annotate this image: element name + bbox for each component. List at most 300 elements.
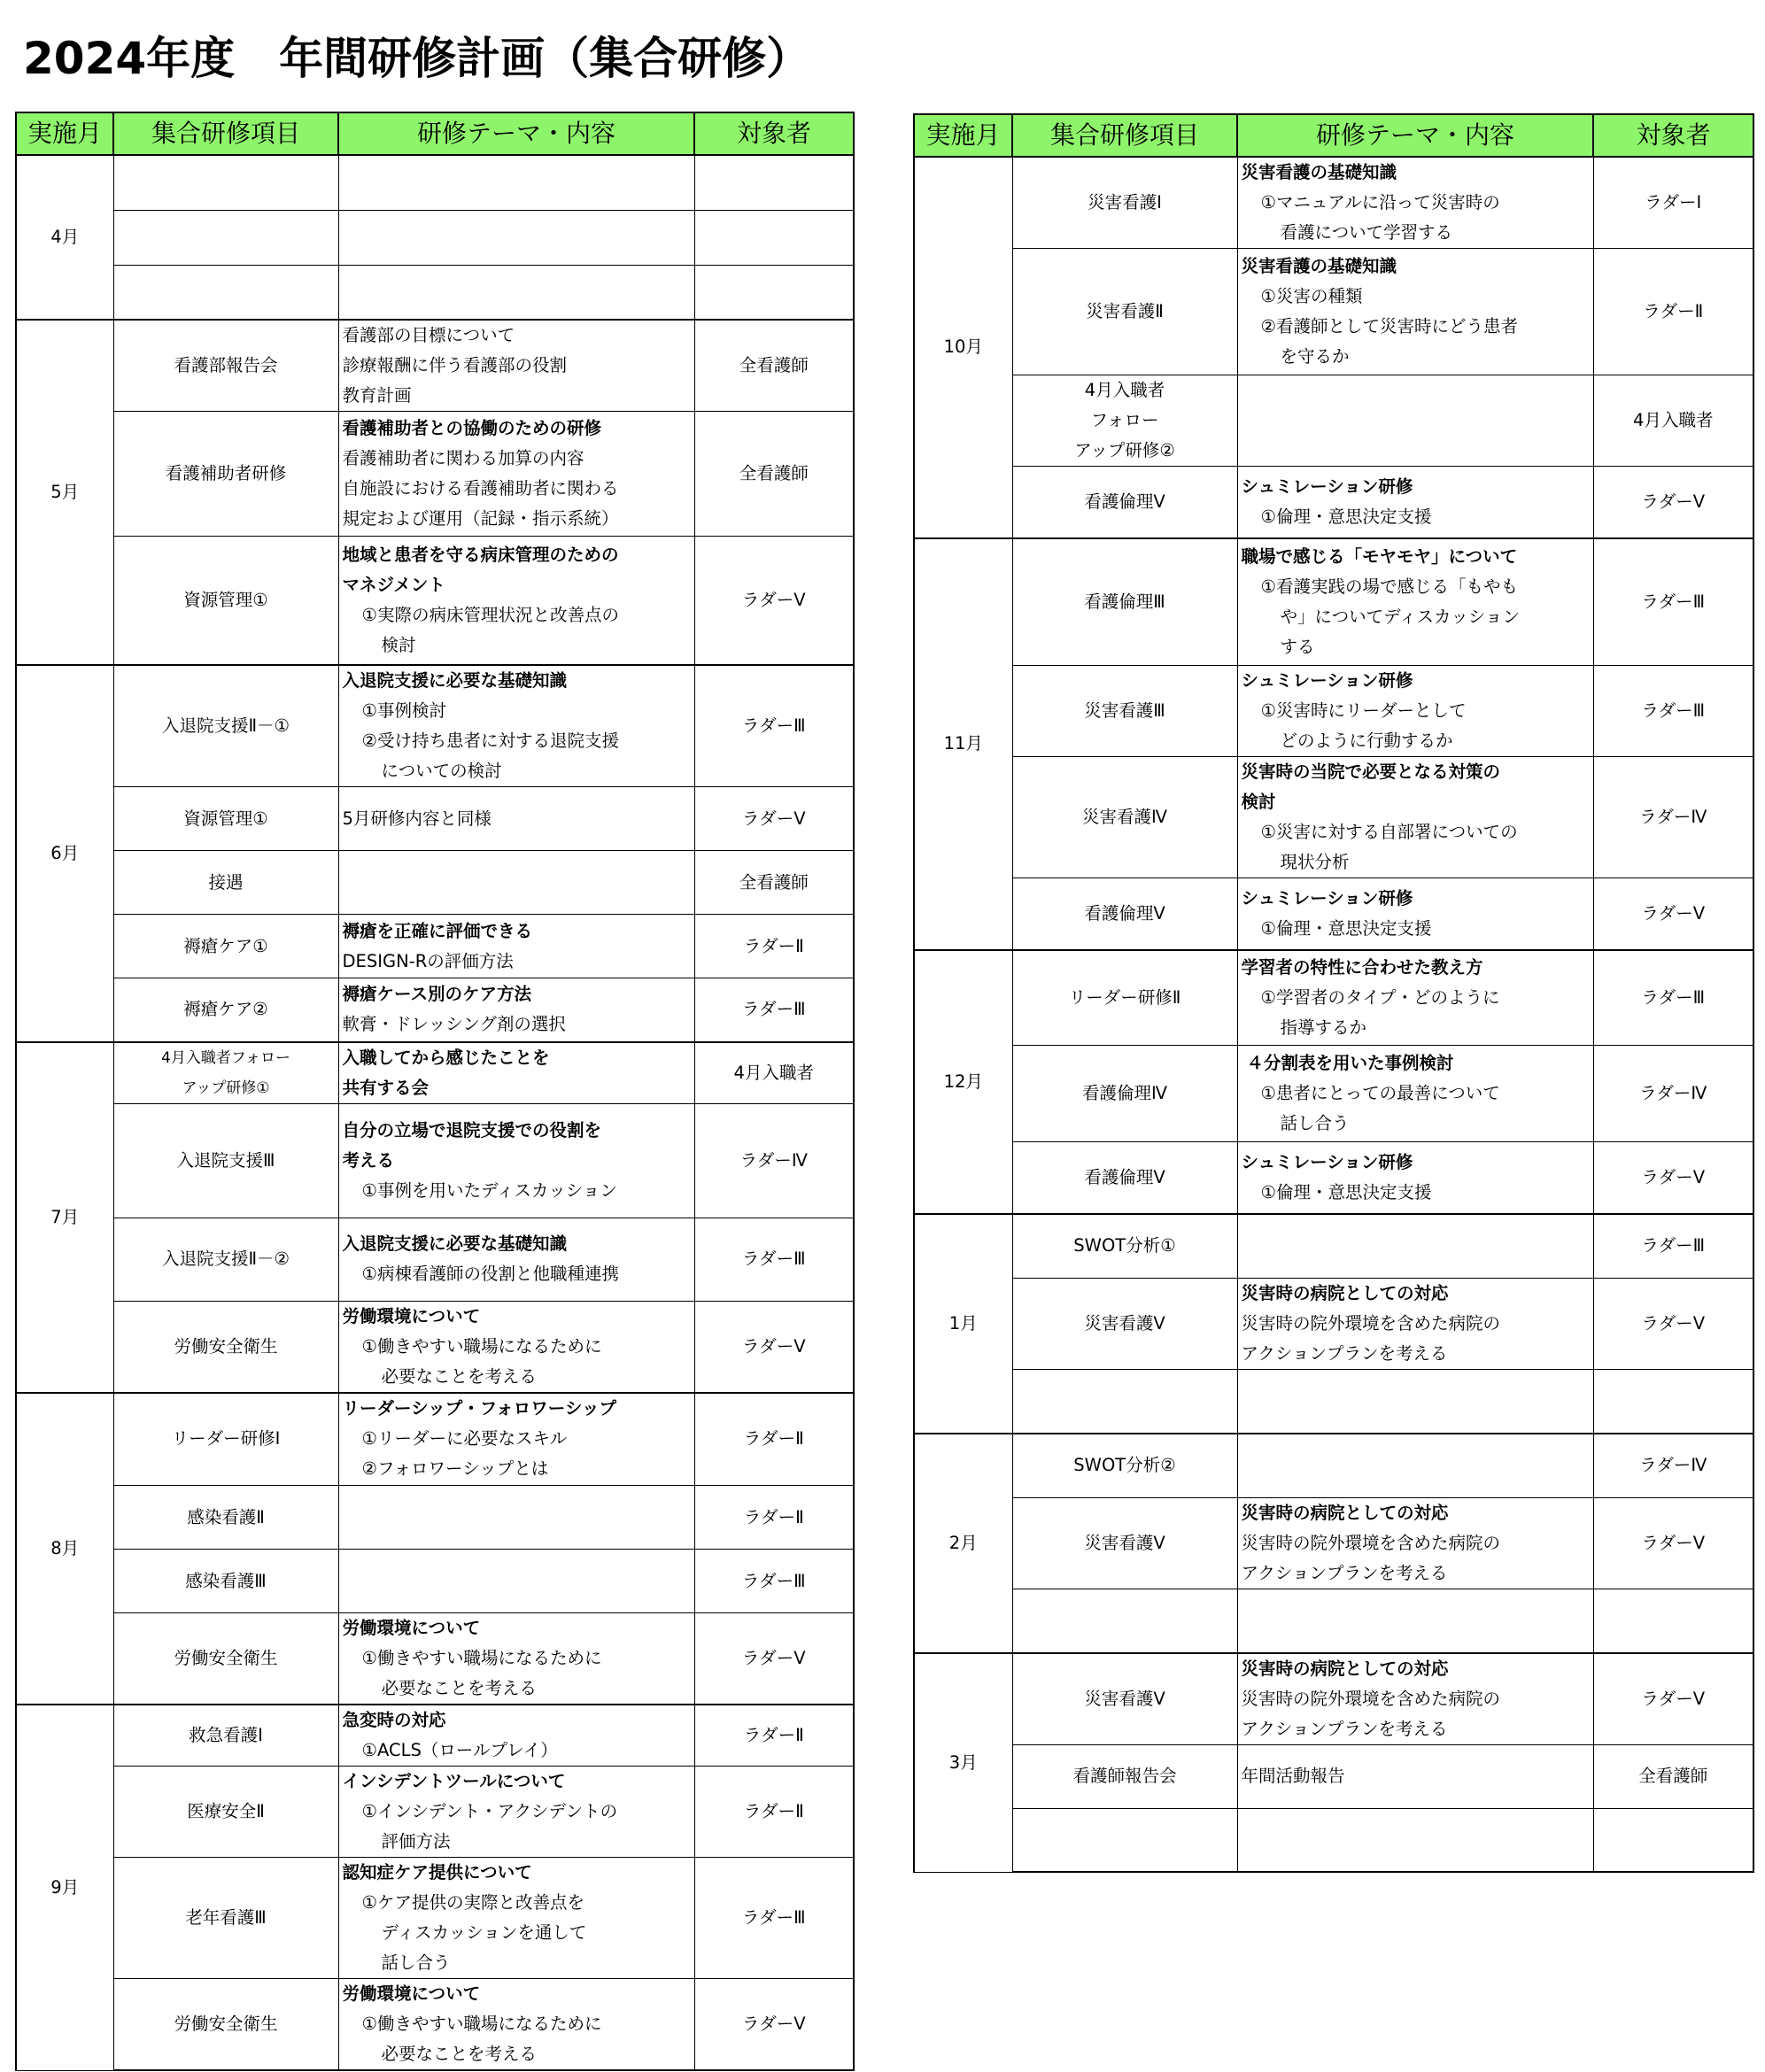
training-item-label: アップ研修② — [1074, 440, 1175, 460]
training-item-cell — [113, 665, 338, 787]
header-content: 研修テーマ・内容 — [338, 112, 694, 155]
table-row — [16, 1767, 854, 1858]
training-item-cell — [113, 915, 338, 978]
training-item-label: リーダー研修Ⅰ — [171, 1428, 281, 1450]
content-line: 年間活動報告 — [1241, 1766, 1345, 1786]
content-line: 災害時の院外環境を含めた病院の — [1241, 1688, 1501, 1709]
training-content-cell — [1237, 538, 1593, 666]
content-line: 必要なことを考える — [381, 1365, 538, 1387]
content-line: ①病棟看護師の役割と他職種連携 — [361, 1264, 619, 1284]
training-item-cell — [113, 1858, 338, 1979]
training-item-label: 災害看護Ⅴ — [1084, 1688, 1165, 1709]
content-line: シュミレーション研修 — [1241, 887, 1413, 908]
training-item-label: 看護倫理Ⅴ — [1084, 1166, 1165, 1187]
content-line: 災害時の病院としての対応 — [1241, 1658, 1449, 1679]
content-line: ①ACLS（ロールプレイ） — [361, 1740, 558, 1760]
content-line: 看護補助者との協働のための研修 — [342, 418, 602, 438]
page-title: 2024年度 年間研修計画（集合研修） — [23, 33, 811, 84]
training-item-cell — [1012, 1279, 1237, 1370]
content-line: を守るか — [1280, 346, 1350, 367]
target-cell: ラダーⅢ — [694, 665, 854, 787]
content-line: 労働環境について — [342, 1618, 481, 1638]
training-item-cell — [1012, 666, 1237, 757]
training-item-label: 救急看護Ⅰ — [189, 1725, 263, 1745]
training-item-cell — [1012, 1498, 1237, 1589]
training-content-cell — [338, 210, 694, 265]
target-cell: 4月入職者 — [694, 1042, 854, 1104]
training-content-cell — [1237, 1214, 1593, 1279]
training-item-label: 災害看護Ⅱ — [1086, 301, 1164, 321]
training-item-label: 老年看護Ⅲ — [185, 1907, 267, 1928]
training-item-cell — [1012, 878, 1237, 950]
month-cell: 4月 — [16, 155, 113, 320]
training-content-cell — [1237, 1142, 1593, 1214]
training-item-label: 入退院支援Ⅲ — [176, 1149, 275, 1171]
content-line: 学習者の特性に合わせた教え方 — [1241, 956, 1483, 978]
target-cell: ラダーⅤ — [1593, 1142, 1753, 1214]
table-row — [914, 249, 1753, 375]
header-item: 集合研修項目 — [1012, 114, 1237, 157]
content-line: 災害看護の基礎知識 — [1241, 256, 1397, 276]
training-item-label: 褥瘡ケア① — [183, 935, 268, 956]
content-line: 災害時の院外環境を含めた病院の — [1241, 1533, 1501, 1553]
training-item-cell — [113, 412, 338, 537]
content-line: 認知症ケア提供について — [342, 1862, 532, 1883]
training-item-label: 災害看護Ⅳ — [1082, 807, 1167, 827]
target-cell: ラダーⅣ — [694, 1103, 854, 1218]
training-content-cell — [338, 915, 694, 978]
month-cell: 8月 — [16, 1393, 113, 1705]
training-content-cell — [1237, 467, 1593, 538]
content-line: についての検討 — [381, 760, 502, 781]
training-content-cell — [338, 665, 694, 787]
content-line: する — [1280, 636, 1315, 657]
content-line: ①インシデント・アクシデントの — [361, 1801, 618, 1821]
content-line: アクションプランを考える — [1241, 1718, 1448, 1739]
training-item-label: 4月入職者フォロー — [161, 1048, 290, 1067]
target-cell: ラダーⅤ — [694, 1613, 854, 1705]
training-item-label: 看護補助者研修 — [165, 463, 287, 483]
content-line: ①事例検討 — [361, 700, 446, 721]
content-line: 入職してから感じたことを — [342, 1047, 550, 1068]
training-item-label: 災害看護Ⅴ — [1084, 1313, 1165, 1334]
training-content-cell — [1237, 157, 1593, 249]
training-content-cell — [338, 1613, 694, 1705]
table-row — [914, 757, 1753, 878]
content-line: ディスカッションを通して — [381, 1922, 587, 1943]
target-cell — [694, 265, 854, 320]
training-item-cell — [113, 1042, 338, 1104]
content-line: ①マニュアルに沿って災害時の — [1260, 192, 1500, 213]
training-item-cell — [1012, 1653, 1237, 1745]
training-item-label: 労働安全衛生 — [174, 2014, 278, 2034]
content-line: 入退院支援に必要な基礎知識 — [342, 1233, 568, 1254]
training-item-cell — [113, 978, 338, 1042]
header-item: 集合研修項目 — [113, 112, 338, 155]
table-row — [914, 1653, 1753, 1745]
content-line: マネジメント — [342, 574, 445, 595]
content-line: ①ケア提供の実際と改善点を — [361, 1892, 584, 1913]
month-cell: 1月 — [914, 1214, 1012, 1434]
target-cell: ラダーⅠ — [1593, 157, 1753, 249]
table-row — [16, 1613, 854, 1705]
table-row — [914, 878, 1753, 950]
training-content-cell — [338, 1767, 694, 1858]
training-item-label: 看護倫理Ⅳ — [1082, 1083, 1167, 1103]
target-cell: ラダーⅤ — [1593, 1498, 1753, 1589]
content-line: 教育計画 — [342, 385, 412, 406]
table-header — [16, 112, 854, 155]
training-item-label: 労働安全衛生 — [174, 1335, 278, 1357]
training-content-cell — [338, 155, 694, 210]
content-line: 災害時の病院としての対応 — [1241, 1503, 1449, 1523]
table-header — [914, 114, 1753, 157]
target-cell: 4月入職者 — [1593, 375, 1753, 467]
content-line: 災害看護の基礎知識 — [1241, 162, 1397, 182]
training-table-left — [15, 112, 855, 2071]
training-item-cell — [113, 1301, 338, 1393]
target-cell: ラダーⅢ — [1593, 538, 1753, 666]
table-row — [914, 666, 1753, 757]
content-line: 急変時の対応 — [342, 1710, 446, 1730]
training-item-cell — [113, 537, 338, 665]
content-line: 災害時の当院で必要となる対策の — [1241, 762, 1501, 782]
table-row — [16, 1103, 854, 1218]
content-line: 診療報酬に伴う看護部の役割 — [342, 355, 568, 375]
training-content-cell — [1237, 878, 1593, 950]
target-cell: ラダーⅢ — [694, 1550, 854, 1613]
training-item-label: 入退院支援Ⅱ－① — [161, 715, 290, 736]
table-row — [914, 950, 1753, 1046]
training-content-cell — [1237, 249, 1593, 375]
table-row — [914, 375, 1753, 467]
content-line: や」についてディスカッション — [1280, 606, 1520, 627]
training-content-cell — [1237, 1744, 1593, 1808]
training-item-label: 入退院支援Ⅱ－② — [161, 1249, 290, 1269]
target-cell — [1593, 1370, 1753, 1434]
training-item-cell — [113, 265, 338, 320]
content-line: シュミレーション研修 — [1241, 1151, 1413, 1172]
table-row — [914, 157, 1753, 249]
month-cell: 11月 — [914, 538, 1012, 950]
training-item-cell — [1012, 1744, 1237, 1808]
content-line: ①看護実践の場で感じる「もやも — [1260, 576, 1518, 597]
training-item-cell — [113, 1979, 338, 2071]
training-content-cell — [1237, 950, 1593, 1046]
content-line: シュミレーション研修 — [1241, 475, 1413, 497]
training-item-cell — [113, 1393, 338, 1486]
content-line: DESIGN-Rの評価方法 — [342, 950, 514, 971]
training-content-cell — [338, 537, 694, 665]
table-row — [914, 1046, 1753, 1142]
target-cell: ラダーⅤ — [694, 1979, 854, 2071]
table-row — [16, 1042, 854, 1104]
training-item-label: 災害看護Ⅰ — [1088, 192, 1162, 213]
target-cell: ラダーⅤ — [1593, 1279, 1753, 1370]
training-item-cell — [113, 1103, 338, 1218]
content-line: 5月研修内容と同様 — [342, 808, 492, 829]
training-item-cell — [113, 320, 338, 412]
content-line: ①患者にとっての最善について — [1260, 1083, 1500, 1103]
content-line: 指導するか — [1280, 1017, 1367, 1038]
training-item-cell — [113, 1613, 338, 1705]
content-line: 自施設における看護補助者に関わる — [342, 478, 619, 499]
training-item-label: 資源管理① — [183, 589, 268, 610]
training-item-label: 看護部報告会 — [174, 355, 278, 375]
content-line: 話し合う — [381, 1952, 451, 1973]
training-item-label: 4月入職者 — [1084, 380, 1165, 400]
table-row — [16, 1705, 854, 1767]
content-line: ①働きやすい職場になるために — [361, 1335, 602, 1357]
content-line: ①災害時にリーダーとして — [1260, 700, 1467, 721]
content-line: 褥瘡ケース別のケア方法 — [342, 984, 532, 1005]
training-content-cell — [1237, 1370, 1593, 1434]
training-item-label: 看護師報告会 — [1072, 1766, 1177, 1786]
target-cell: ラダーⅣ — [1593, 1434, 1753, 1498]
header-target: 対象者 — [1593, 114, 1753, 157]
training-item-label: 褥瘡ケア② — [183, 999, 268, 1020]
content-line: ①災害の種類 — [1260, 286, 1363, 306]
content-line: 評価方法 — [381, 1831, 451, 1852]
table-row — [914, 1214, 1753, 1279]
training-item-cell — [113, 1550, 338, 1613]
training-item-label: 労働安全衛生 — [174, 1648, 278, 1668]
training-item-cell — [1012, 249, 1237, 375]
table-row — [16, 537, 854, 665]
content-line: アクションプランを考える — [1241, 1563, 1448, 1583]
target-cell: ラダーⅤ — [1593, 467, 1753, 538]
training-item-label: リーダー研修Ⅱ — [1068, 986, 1181, 1008]
content-line: ②フォロワーシップとは — [361, 1458, 549, 1480]
training-item-cell — [1012, 157, 1237, 249]
training-content-cell — [338, 1979, 694, 2071]
content-line: 看護について学習する — [1280, 222, 1453, 243]
target-cell: ラダーⅤ — [1593, 1653, 1753, 1745]
target-cell: ラダーⅡ — [694, 1705, 854, 1767]
training-content-cell — [1237, 1046, 1593, 1142]
content-line: 看護補助者に関わる加算の内容 — [342, 448, 584, 468]
training-item-cell — [1012, 538, 1237, 666]
table-row — [16, 978, 854, 1042]
content-line: ②看護師として災害時にどう患者 — [1260, 316, 1518, 336]
training-content-cell — [338, 1705, 694, 1767]
training-item-cell — [113, 155, 338, 210]
table-row — [16, 665, 854, 787]
content-line: ①倫理・意思決定支援 — [1260, 917, 1432, 939]
header-target: 対象者 — [694, 112, 854, 155]
content-line: インシデントツールについて — [342, 1771, 566, 1791]
training-item-label: アップ研修① — [182, 1079, 270, 1097]
target-cell: ラダーⅢ — [694, 1218, 854, 1301]
target-cell: 全看護師 — [694, 320, 854, 412]
content-line: アクションプランを考える — [1241, 1343, 1448, 1364]
table-row — [914, 1279, 1753, 1370]
training-item-cell — [1012, 375, 1237, 467]
training-item-cell — [113, 210, 338, 265]
table-row — [16, 1218, 854, 1301]
table-row — [914, 467, 1753, 538]
target-cell: ラダーⅡ — [1593, 249, 1753, 375]
content-line: 共有する会 — [342, 1077, 430, 1098]
content-line: ①働きやすい職場になるために — [361, 2014, 602, 2034]
table-row — [16, 1393, 854, 1486]
month-cell: 6月 — [16, 665, 113, 1042]
training-item-label: 接遇 — [208, 871, 244, 893]
table-row — [16, 1550, 854, 1613]
table-row — [16, 787, 854, 851]
training-item-cell — [113, 851, 338, 915]
header-content: 研修テーマ・内容 — [1237, 114, 1593, 157]
target-cell — [1593, 1808, 1753, 1872]
training-item-cell — [113, 1486, 338, 1550]
table-row — [914, 538, 1753, 666]
training-item-cell — [1012, 1434, 1237, 1498]
training-item-cell — [1012, 1142, 1237, 1214]
training-item-label: 災害看護Ⅲ — [1084, 700, 1165, 721]
table-row — [16, 265, 854, 320]
table-row — [914, 1808, 1753, 1872]
table-row — [16, 1979, 854, 2071]
target-cell: ラダーⅢ — [1593, 950, 1753, 1046]
training-item-cell — [113, 787, 338, 851]
content-line: 自分の立場で退院支援での役割を — [342, 1119, 602, 1140]
training-item-label: 看護倫理Ⅴ — [1084, 491, 1165, 512]
content-line: ４分割表を用いた事例検討 — [1246, 1053, 1454, 1073]
content-line: ①災害に対する自部署についての — [1260, 822, 1518, 842]
content-line: 地域と患者を守る病床管理のための — [342, 544, 619, 565]
table-row — [16, 1858, 854, 1979]
training-item-cell — [1012, 1808, 1237, 1872]
training-content-cell — [338, 1858, 694, 1979]
target-cell: ラダーⅤ — [1593, 878, 1753, 950]
target-cell — [694, 155, 854, 210]
content-line: 災害時の病院としての対応 — [1241, 1283, 1449, 1303]
table-row — [16, 915, 854, 978]
table-row — [914, 1370, 1753, 1434]
training-item-cell — [1012, 467, 1237, 538]
content-line: 規定および運用（記録・指示系統） — [342, 508, 619, 529]
header-month: 実施月 — [16, 112, 113, 155]
training-content-cell — [1237, 757, 1593, 878]
training-content-cell — [338, 320, 694, 412]
training-content-cell — [338, 1550, 694, 1613]
month-cell: 3月 — [914, 1653, 1012, 1873]
target-cell — [694, 210, 854, 265]
content-line: ①実際の病床管理状況と改善点の — [361, 604, 619, 625]
training-item-label: 看護倫理Ⅴ — [1084, 902, 1165, 924]
training-content-cell — [338, 1301, 694, 1393]
training-content-cell — [338, 787, 694, 851]
target-cell: ラダーⅢ — [694, 978, 854, 1042]
target-cell — [1593, 1589, 1753, 1653]
target-cell: 全看護師 — [1593, 1744, 1753, 1808]
training-item-label: 感染看護Ⅲ — [185, 1570, 267, 1591]
training-item-label: フォロー — [1090, 410, 1159, 430]
table-row — [16, 1486, 854, 1550]
content-line: 災害時の院外環境を含めた病院の — [1241, 1313, 1501, 1334]
table-row — [16, 1301, 854, 1393]
training-content-cell — [1237, 375, 1593, 467]
training-item-label: 災害看護Ⅴ — [1084, 1533, 1165, 1553]
content-line: ①事例を用いたディスカッション — [361, 1179, 617, 1201]
training-content-cell — [1237, 1808, 1593, 1872]
target-cell: ラダーⅢ — [1593, 1214, 1753, 1279]
table-row — [914, 1498, 1753, 1589]
training-item-cell — [1012, 1370, 1237, 1434]
training-content-cell — [338, 265, 694, 320]
content-line: どのように行動するか — [1280, 731, 1453, 751]
content-line: ①倫理・意思決定支援 — [1260, 1181, 1432, 1202]
content-line: 必要なことを考える — [381, 2044, 538, 2064]
content-line: 労働環境について — [342, 1983, 481, 2004]
content-line: 軟膏・ドレッシング剤の選択 — [342, 1014, 566, 1035]
training-item-cell — [113, 1767, 338, 1858]
content-line: ①リーダーに必要なスキル — [361, 1428, 568, 1450]
target-cell: 全看護師 — [694, 412, 854, 537]
table-row — [16, 210, 854, 265]
target-cell: ラダーⅣ — [1593, 757, 1753, 878]
content-line: シュミレーション研修 — [1241, 670, 1413, 691]
training-item-label: 看護倫理Ⅲ — [1084, 591, 1165, 612]
content-line: 職場で感じる「モヤモヤ」について — [1241, 545, 1518, 567]
training-content-cell — [1237, 1434, 1593, 1498]
month-cell: 7月 — [16, 1042, 113, 1393]
training-content-cell — [1237, 666, 1593, 757]
training-item-cell — [1012, 950, 1237, 1046]
training-item-label: 資源管理① — [183, 808, 268, 829]
training-item-cell — [113, 1705, 338, 1767]
training-content-cell — [338, 1042, 694, 1104]
content-line: 考える — [342, 1149, 395, 1171]
training-content-cell — [338, 851, 694, 915]
training-content-cell — [338, 1103, 694, 1218]
table-row — [16, 320, 854, 412]
target-cell: ラダーⅡ — [694, 1486, 854, 1550]
training-content-cell — [1237, 1279, 1593, 1370]
training-item-label: SWOT分析② — [1073, 1455, 1176, 1476]
training-item-cell — [113, 1218, 338, 1301]
training-content-cell — [338, 978, 694, 1042]
training-content-cell — [338, 1486, 694, 1550]
content-line: ①働きやすい職場になるために — [361, 1648, 602, 1668]
content-line: 労働環境について — [342, 1305, 481, 1326]
target-cell: ラダーⅤ — [694, 787, 854, 851]
target-cell: ラダーⅡ — [694, 915, 854, 978]
month-cell: 12月 — [914, 950, 1012, 1214]
month-cell: 10月 — [914, 157, 1012, 538]
target-cell: ラダーⅡ — [694, 1767, 854, 1858]
training-content-cell — [338, 1393, 694, 1486]
table-row — [16, 412, 854, 537]
content-line: 看護部の目標について — [342, 325, 515, 345]
content-line: 入退院支援に必要な基礎知識 — [342, 669, 568, 691]
content-line: ②受け持ち患者に対する退院支援 — [361, 730, 619, 751]
target-cell: ラダーⅢ — [694, 1858, 854, 1979]
training-item-label: 医療安全Ⅱ — [187, 1801, 265, 1821]
target-cell: 全看護師 — [694, 851, 854, 915]
training-content-cell — [338, 412, 694, 537]
table-row — [16, 155, 854, 210]
content-line: 検討 — [1241, 792, 1276, 812]
content-line: 褥瘡を正確に評価できる — [342, 920, 533, 941]
training-table-right — [913, 113, 1754, 1873]
table-row — [914, 1589, 1753, 1653]
training-content-cell — [1237, 1653, 1593, 1745]
month-cell: 5月 — [16, 320, 113, 665]
table-row — [16, 851, 854, 915]
training-item-cell — [1012, 1589, 1237, 1653]
content-line: 話し合う — [1280, 1113, 1350, 1133]
